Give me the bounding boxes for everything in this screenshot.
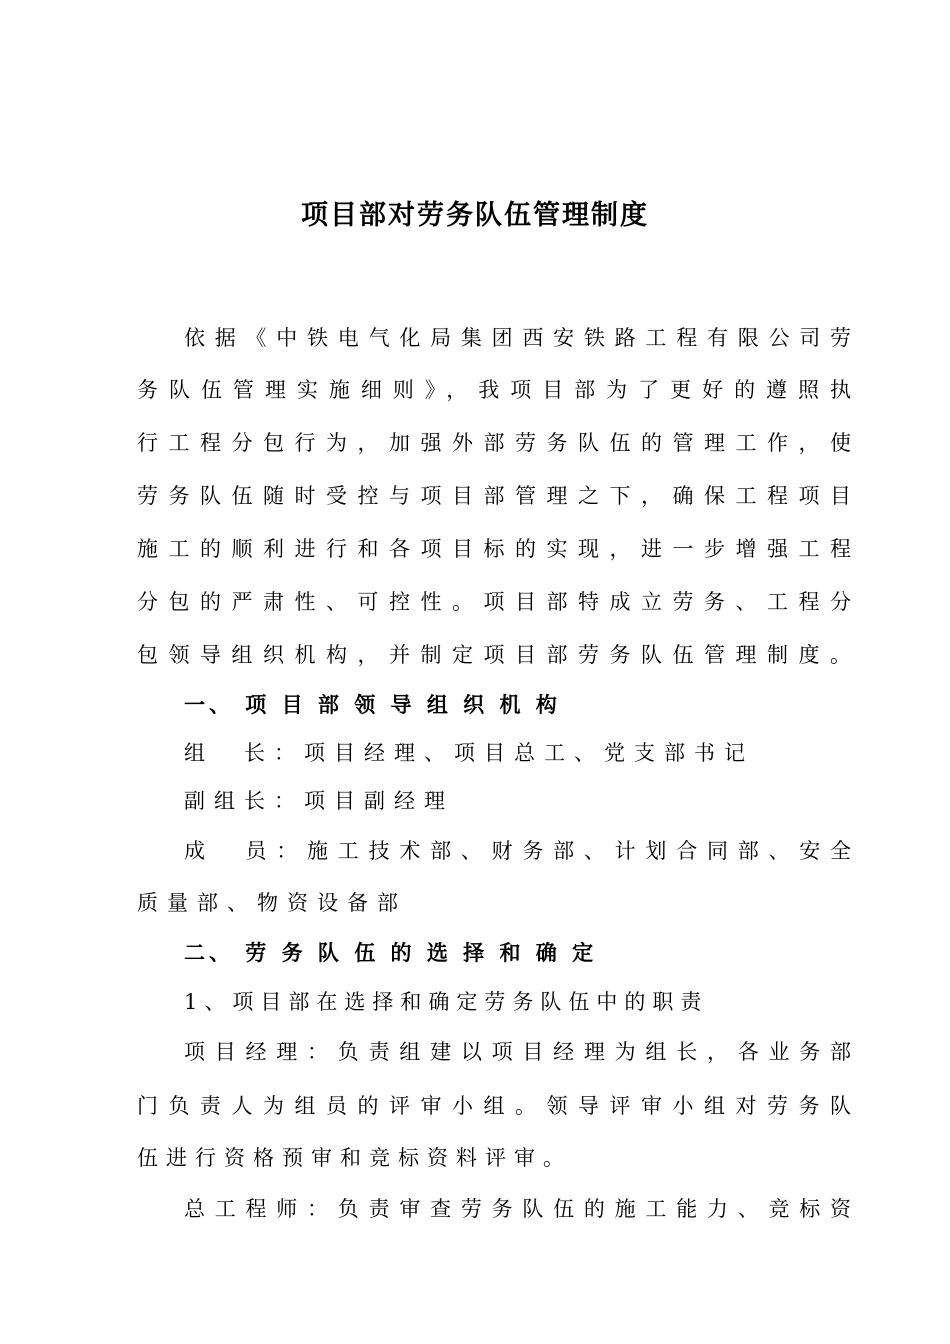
paragraph-line: 项目经理：负责组建以项目经理为组长，各业务部 <box>184 1040 851 1064</box>
section-heading: 二、 劳 务 队 伍 的 选 择 和 确 定 <box>184 940 598 965</box>
paragraph-line: 质量部、物资设备部 <box>137 891 407 915</box>
paragraph-line: 分包的严肃性、可控性。项目部特成立劳务、工程分 <box>137 590 851 614</box>
section-heading: 一、 项 目 部 领 导 组 织 机 构 <box>184 692 561 717</box>
paragraph-line: 行工程分包行为，加强外部劳务队伍的管理工作，使 <box>137 431 851 455</box>
paragraph-line: 务队伍管理实施细则》，我项目部为了更好的遵照执 <box>137 378 851 402</box>
paragraph-line: 总工程师：负责审查劳务队伍的施工能力、竞标资 <box>184 1197 851 1221</box>
document-title: 项目部对劳务队伍管理制度 <box>301 200 649 231</box>
paragraph-line: 1、项目部在选择和确定劳务队伍中的职责 <box>184 990 709 1014</box>
paragraph-line: 依据《中铁电气化局集团西安铁路工程有限公司劳 <box>184 326 851 350</box>
paragraph-line: 组 长：项目经理、项目总工、党支部书记 <box>184 741 754 765</box>
paragraph-line: 劳务队伍随时受控与项目部管理之下，确保工程项目 <box>137 484 851 508</box>
paragraph-line: 伍进行资格预审和竞标资料评审。 <box>137 1146 572 1170</box>
paragraph-line: 成 员：施工技术部、财务部、计划合同部、安全 <box>184 839 851 863</box>
paragraph-line: 副组长：项目副经理 <box>184 789 454 813</box>
paragraph-line: 包领导组织机构，并制定项目部劳务队伍管理制度。 <box>137 643 851 667</box>
paragraph-line: 门负责人为组员的评审小组。领导评审小组对劳务队 <box>137 1094 851 1118</box>
paragraph-line: 施工的顺利进行和各项目标的实现，进一步增强工程 <box>137 537 851 561</box>
